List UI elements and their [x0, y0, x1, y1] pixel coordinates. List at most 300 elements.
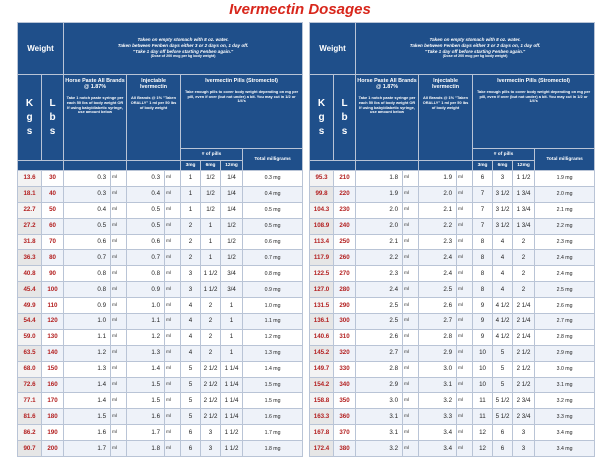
injectable-value: 2.5: [419, 282, 457, 298]
kg-cell: 122.5: [310, 266, 334, 282]
pills-3mg: 1: [181, 202, 201, 218]
pills-6mg: 6: [493, 425, 513, 441]
kgs-header: K g s: [18, 75, 42, 161]
kg-cell: 72.6: [18, 377, 42, 393]
unit-ml: ml: [457, 250, 473, 266]
table-row: [18, 171, 303, 187]
total-mg: 0.5 mg: [243, 202, 303, 218]
total-mg: 1.1 mg: [243, 314, 303, 330]
horse-value: 0.8: [64, 282, 111, 298]
lb-cell: 180: [42, 409, 64, 425]
pills-3mg: 4: [181, 329, 201, 345]
pills-6mg: 4: [493, 282, 513, 298]
pills-3mg: 11: [473, 409, 493, 425]
pills-6mg: 4 1/2: [493, 329, 513, 345]
pills-3mg: 10: [473, 377, 493, 393]
injectable-value: 3.0: [419, 361, 457, 377]
unit-ml: ml: [165, 377, 181, 393]
pills-12mg: 1 1/4: [221, 409, 243, 425]
injectable-value: 1.4: [127, 361, 165, 377]
pills-6mg: 5: [493, 361, 513, 377]
pills-3mg: 2: [181, 234, 201, 250]
pills-6mg: 1 1/2: [201, 282, 221, 298]
unit-ml: ml: [111, 250, 127, 266]
kg-cell: 63.5: [18, 345, 42, 361]
horse-value: 1.4: [64, 393, 111, 409]
table-row: [310, 393, 595, 409]
injectable-value: 0.9: [127, 282, 165, 298]
unit-ml: ml: [403, 314, 419, 330]
lb-cell: 170: [42, 393, 64, 409]
horse-value: 1.9: [356, 186, 403, 202]
horse-value: 1.2: [64, 345, 111, 361]
table-row: [310, 298, 595, 314]
kg-cell: 154.2: [310, 377, 334, 393]
total-mg: 2.4 mg: [535, 266, 595, 282]
kg-cell: 86.2: [18, 425, 42, 441]
pills-6mg: 1 1/2: [201, 266, 221, 282]
lb-cell: 230: [334, 202, 356, 218]
lb-cell: 160: [42, 377, 64, 393]
unit-ml: ml: [403, 186, 419, 202]
total-mg: 1.2 mg: [243, 329, 303, 345]
pills-3mg: 3: [181, 282, 201, 298]
page-title: Ivermectin Dosages: [229, 1, 371, 18]
lb-cell: 310: [334, 329, 356, 345]
unit-ml: ml: [111, 218, 127, 234]
unit-ml: ml: [165, 282, 181, 298]
lb-cell: 220: [334, 186, 356, 202]
table-row: [18, 329, 303, 345]
unit-ml: ml: [165, 202, 181, 218]
table-row: [310, 202, 595, 218]
horse-value: 0.8: [64, 266, 111, 282]
mg3-header: 3mg: [473, 161, 493, 171]
horse-value: 1.1: [64, 329, 111, 345]
instructions-header: [64, 23, 303, 75]
instruction-line: Taken between Fenben days either 3 or 2 days on, 1 day off.: [409, 42, 541, 48]
pills-6mg: 1/2: [201, 171, 221, 187]
lbs-header: L b s: [334, 75, 356, 161]
instruction-line: Taken on empty stomach with 8 oz. water.: [137, 37, 229, 43]
pills-6mg: 3: [201, 425, 221, 441]
pills-12mg: 3: [513, 441, 535, 457]
horse-value: 0.3: [64, 186, 111, 202]
table-row: [18, 186, 303, 202]
table-row: [18, 345, 303, 361]
kg-cell: 140.6: [310, 329, 334, 345]
horse-value: 0.4: [64, 202, 111, 218]
total-mg: 2.8 mg: [535, 329, 595, 345]
horse-value: 1.5: [64, 409, 111, 425]
total-mg: 2.6 mg: [535, 298, 595, 314]
pills-3mg: 8: [473, 250, 493, 266]
total-mg-header: Total milligrams: [243, 149, 303, 171]
unit-ml: ml: [457, 171, 473, 187]
total-mg: 3.4 mg: [535, 425, 595, 441]
table-row: [18, 266, 303, 282]
unit-ml: ml: [165, 329, 181, 345]
unit-ml: ml: [165, 393, 181, 409]
lb-cell: 90: [42, 266, 64, 282]
pills-12mg: 1 1/4: [221, 393, 243, 409]
unit-ml: ml: [457, 218, 473, 234]
weight-header: Weight: [310, 23, 356, 75]
horse-value: 3.0: [356, 393, 403, 409]
unit-ml: ml: [165, 250, 181, 266]
injectable-value: 1.1: [127, 314, 165, 330]
table-row: [18, 377, 303, 393]
unit-ml: ml: [403, 393, 419, 409]
pills-3mg: 6: [473, 171, 493, 187]
unit-ml: ml: [457, 298, 473, 314]
unit-ml: ml: [403, 234, 419, 250]
total-mg: 3.1 mg: [535, 377, 595, 393]
pills-12mg: 1 1/2: [221, 441, 243, 457]
total-mg: 2.1 mg: [535, 202, 595, 218]
injectable-value: 2.2: [419, 218, 457, 234]
lb-cell: 60: [42, 218, 64, 234]
lbs-header: L b s: [42, 75, 64, 161]
injectable-value: 0.5: [127, 202, 165, 218]
unit-ml: ml: [111, 171, 127, 187]
pills-6mg: 2 1/2: [201, 393, 221, 409]
pills-3mg: 2: [181, 218, 201, 234]
injectable-value: 0.5: [127, 218, 165, 234]
pills-6mg: 3 1/2: [493, 186, 513, 202]
table-row: [310, 314, 595, 330]
unit-ml: ml: [165, 425, 181, 441]
injectable-value: 2.0: [419, 186, 457, 202]
kg-cell: 131.5: [310, 298, 334, 314]
pills-6mg: 3: [493, 171, 513, 187]
injectable-value: 2.1: [419, 202, 457, 218]
pills-12mg: 1/2: [221, 234, 243, 250]
pills-6mg: 2 1/2: [201, 409, 221, 425]
instruction-line: (Dose of 200 mcg per kg body weight): [150, 54, 216, 59]
unit-ml: ml: [111, 377, 127, 393]
pills-12mg: 2 3/4: [513, 393, 535, 409]
lb-cell: 370: [334, 425, 356, 441]
total-mg: 1.5 mg: [243, 377, 303, 393]
lb-cell: 260: [334, 250, 356, 266]
kg-cell: 49.9: [18, 298, 42, 314]
horse-value: 2.9: [356, 377, 403, 393]
injectable-value: 2.3: [419, 234, 457, 250]
unit-ml: ml: [111, 186, 127, 202]
pills-3mg: 2: [181, 250, 201, 266]
mg6-header: 6mg: [201, 161, 221, 171]
unit-ml: ml: [403, 266, 419, 282]
total-mg: 1.8 mg: [243, 441, 303, 457]
pills-3mg: 6: [181, 441, 201, 457]
instruction-line: "Take 1 day off before starting Fenben again.": [424, 48, 526, 54]
kg-cell: 113.4: [310, 234, 334, 250]
total-mg: 3.2 mg: [535, 393, 595, 409]
unit-ml: ml: [457, 234, 473, 250]
weight-header: Weight: [18, 23, 64, 75]
pills-12mg: 2 1/4: [513, 314, 535, 330]
unit-ml: ml: [165, 441, 181, 457]
horse-value: 1.3: [64, 361, 111, 377]
kg-cell: 68.0: [18, 361, 42, 377]
pills-3mg: 5: [181, 377, 201, 393]
kg-cell: 81.6: [18, 409, 42, 425]
total-mg: 3.0 mg: [535, 361, 595, 377]
pills-12mg: 1: [221, 298, 243, 314]
total-mg: 3.4 mg: [535, 441, 595, 457]
injectable-value: 1.2: [127, 329, 165, 345]
injectable-header: Injectable Ivermectin All Brands @ 1% "Taken ORALLY" 1 ml per 50 lbs of body weight: [127, 75, 181, 161]
pills-6mg: 1: [201, 234, 221, 250]
kg-cell: 22.7: [18, 202, 42, 218]
horse-value: 2.4: [356, 282, 403, 298]
unit-ml: ml: [457, 393, 473, 409]
total-mg: 0.6 mg: [243, 234, 303, 250]
unit-ml: ml: [111, 361, 127, 377]
lb-cell: 300: [334, 314, 356, 330]
pills-12mg: 1/4: [221, 171, 243, 187]
total-mg: 2.5 mg: [535, 282, 595, 298]
lb-cell: 320: [334, 345, 356, 361]
table-row: [18, 425, 303, 441]
right-panel: [309, 22, 594, 450]
pills-12mg: 1: [221, 314, 243, 330]
pills-3mg: 9: [473, 329, 493, 345]
unit-ml: ml: [403, 298, 419, 314]
kg-cell: 104.3: [310, 202, 334, 218]
horse-value: 0.3: [64, 171, 111, 187]
instruction-line: Taken between Fenben days either 3 or 2 days on, 1 day off.: [117, 42, 249, 48]
unit-ml: ml: [403, 250, 419, 266]
num-pills-header: # of pills: [473, 149, 535, 161]
lb-cell: 190: [42, 425, 64, 441]
horse-value: 1.0: [64, 314, 111, 330]
pills-6mg: 2: [201, 345, 221, 361]
horse-value: 2.1: [356, 234, 403, 250]
table-row: [18, 218, 303, 234]
pills-3mg: 12: [473, 425, 493, 441]
table-row: [18, 361, 303, 377]
unit-ml: ml: [403, 377, 419, 393]
horse-value: 1.4: [64, 377, 111, 393]
lb-cell: 140: [42, 345, 64, 361]
injectable-value: 3.4: [419, 441, 457, 457]
injectable-header: Injectable Ivermectin All Brands @ 1% "Taken ORALLY" 1 ml per 50 lbs of body weight: [419, 75, 473, 161]
pills-3mg: 4: [181, 314, 201, 330]
pills-6mg: 4: [493, 250, 513, 266]
total-mg: 0.3 mg: [243, 171, 303, 187]
lb-cell: 250: [334, 234, 356, 250]
unit-ml: ml: [111, 329, 127, 345]
lb-cell: 130: [42, 329, 64, 345]
unit-ml: ml: [111, 202, 127, 218]
unit-ml: ml: [165, 186, 181, 202]
kg-cell: 54.4: [18, 314, 42, 330]
table-row: [310, 361, 595, 377]
horse-value: 1.8: [356, 171, 403, 187]
pills-12mg: 2 1/4: [513, 329, 535, 345]
pills-6mg: 5 1/2: [493, 393, 513, 409]
unit-ml: ml: [111, 266, 127, 282]
horse-value: 2.7: [356, 345, 403, 361]
lb-cell: 240: [334, 218, 356, 234]
total-mg: 0.8 mg: [243, 266, 303, 282]
injectable-value: 1.0: [127, 298, 165, 314]
table-row: [310, 441, 595, 457]
pills-12mg: 1 1/4: [221, 361, 243, 377]
total-mg: 3.3 mg: [535, 409, 595, 425]
horse-value: 3.2: [356, 441, 403, 457]
pills-12mg: 2 1/2: [513, 377, 535, 393]
horse-paste-header: Horse Paste All Brands @ 1.87% Take 1 notch paste syringe per each 50 lbs of body weight OR If using baby/diabetic syringe, use amount below: [64, 75, 127, 161]
lb-cell: 30: [42, 171, 64, 187]
unit-ml: ml: [403, 202, 419, 218]
kg-cell: 77.1: [18, 393, 42, 409]
kg-cell: 45.4: [18, 282, 42, 298]
total-mg: 2.2 mg: [535, 218, 595, 234]
unit-ml: ml: [403, 409, 419, 425]
pills-3mg: 11: [473, 393, 493, 409]
kg-cell: 36.3: [18, 250, 42, 266]
table-row: [310, 282, 595, 298]
unit-ml: ml: [111, 234, 127, 250]
pills-12mg: 1 1/4: [221, 377, 243, 393]
total-mg: 1.3 mg: [243, 345, 303, 361]
unit-ml: ml: [111, 425, 127, 441]
mg12-header: 12mg: [221, 161, 243, 171]
unit-ml: ml: [457, 441, 473, 457]
kg-cell: 163.3: [310, 409, 334, 425]
injectable-value: 0.7: [127, 250, 165, 266]
mg12-header: 12mg: [513, 161, 535, 171]
pills-6mg: 2 1/2: [201, 361, 221, 377]
pills-3mg: 12: [473, 441, 493, 457]
horse-value: 2.5: [356, 314, 403, 330]
injectable-value: 1.8: [127, 441, 165, 457]
kg-cell: 95.3: [310, 171, 334, 187]
pills-12mg: 2 1/4: [513, 298, 535, 314]
kg-cell: 18.1: [18, 186, 42, 202]
kgs-header: K g s: [310, 75, 334, 161]
horse-value: 1.7: [64, 441, 111, 457]
lb-cell: 350: [334, 393, 356, 409]
table-row: [310, 425, 595, 441]
lb-cell: 200: [42, 441, 64, 457]
total-mg: 1.9 mg: [535, 171, 595, 187]
pills-12mg: 3/4: [221, 282, 243, 298]
pills-6mg: 1: [201, 250, 221, 266]
pills-12mg: 2: [513, 266, 535, 282]
lb-cell: 290: [334, 298, 356, 314]
injectable-value: 2.4: [419, 250, 457, 266]
table-row: [310, 329, 595, 345]
pills-12mg: 2 1/2: [513, 361, 535, 377]
pills-6mg: 4 1/2: [493, 298, 513, 314]
unit-ml: ml: [457, 345, 473, 361]
unit-ml: ml: [457, 329, 473, 345]
horse-value: 2.0: [356, 202, 403, 218]
horse-value: 2.0: [356, 218, 403, 234]
dosage-table: [309, 22, 595, 457]
injectable-value: 1.3: [127, 345, 165, 361]
injectable-value: 0.8: [127, 266, 165, 282]
pills-3mg: 10: [473, 361, 493, 377]
injectable-value: 2.4: [419, 266, 457, 282]
injectable-value: 2.9: [419, 345, 457, 361]
total-mg: 1.5 mg: [243, 393, 303, 409]
unit-ml: ml: [457, 282, 473, 298]
unit-ml: ml: [457, 186, 473, 202]
horse-value: 0.7: [64, 250, 111, 266]
lb-cell: 360: [334, 409, 356, 425]
pills-12mg: 1/4: [221, 186, 243, 202]
kg-cell: 90.7: [18, 441, 42, 457]
unit-ml: ml: [403, 282, 419, 298]
pills-3mg: 1: [181, 186, 201, 202]
pills-6mg: 2: [201, 314, 221, 330]
pills-3mg: 9: [473, 314, 493, 330]
lb-cell: 280: [334, 282, 356, 298]
unit-ml: ml: [111, 314, 127, 330]
total-mg: 2.4 mg: [535, 250, 595, 266]
pills-6mg: 5: [493, 345, 513, 361]
injectable-value: 2.8: [419, 329, 457, 345]
num-pills-header: # of pills: [181, 149, 243, 161]
total-mg: 0.9 mg: [243, 282, 303, 298]
pills-12mg: 1 1/2: [513, 171, 535, 187]
horse-value: 2.6: [356, 329, 403, 345]
pills-6mg: 4: [493, 234, 513, 250]
horse-value: 2.8: [356, 361, 403, 377]
pills-12mg: 1: [221, 329, 243, 345]
total-mg: 1.7 mg: [243, 425, 303, 441]
table-row: [18, 298, 303, 314]
unit-ml: ml: [165, 171, 181, 187]
pills-6mg: 1/2: [201, 202, 221, 218]
instructions-header: [356, 23, 595, 75]
injectable-value: 2.6: [419, 298, 457, 314]
injectable-value: 1.9: [419, 171, 457, 187]
unit-ml: ml: [111, 345, 127, 361]
total-mg: 0.7 mg: [243, 250, 303, 266]
total-mg: 1.0 mg: [243, 298, 303, 314]
kg-cell: 108.9: [310, 218, 334, 234]
kg-cell: 167.8: [310, 425, 334, 441]
pills-6mg: 2 1/2: [201, 377, 221, 393]
pills-6mg: 4 1/2: [493, 314, 513, 330]
table-row: [18, 234, 303, 250]
pills-6mg: 2: [201, 298, 221, 314]
table-row: [310, 409, 595, 425]
mg6-header: 6mg: [493, 161, 513, 171]
pills-12mg: 2: [513, 282, 535, 298]
lb-cell: 210: [334, 171, 356, 187]
lb-cell: 110: [42, 298, 64, 314]
pills-3mg: 7: [473, 186, 493, 202]
table-row: [310, 345, 595, 361]
unit-ml: ml: [165, 345, 181, 361]
total-mg: 0.4 mg: [243, 186, 303, 202]
table-row: [310, 266, 595, 282]
table-row: [18, 441, 303, 457]
pills-3mg: 8: [473, 234, 493, 250]
kg-cell: 40.8: [18, 266, 42, 282]
table-row: [310, 234, 595, 250]
table-row: [18, 393, 303, 409]
unit-ml: ml: [403, 441, 419, 457]
horse-value: 3.1: [356, 409, 403, 425]
